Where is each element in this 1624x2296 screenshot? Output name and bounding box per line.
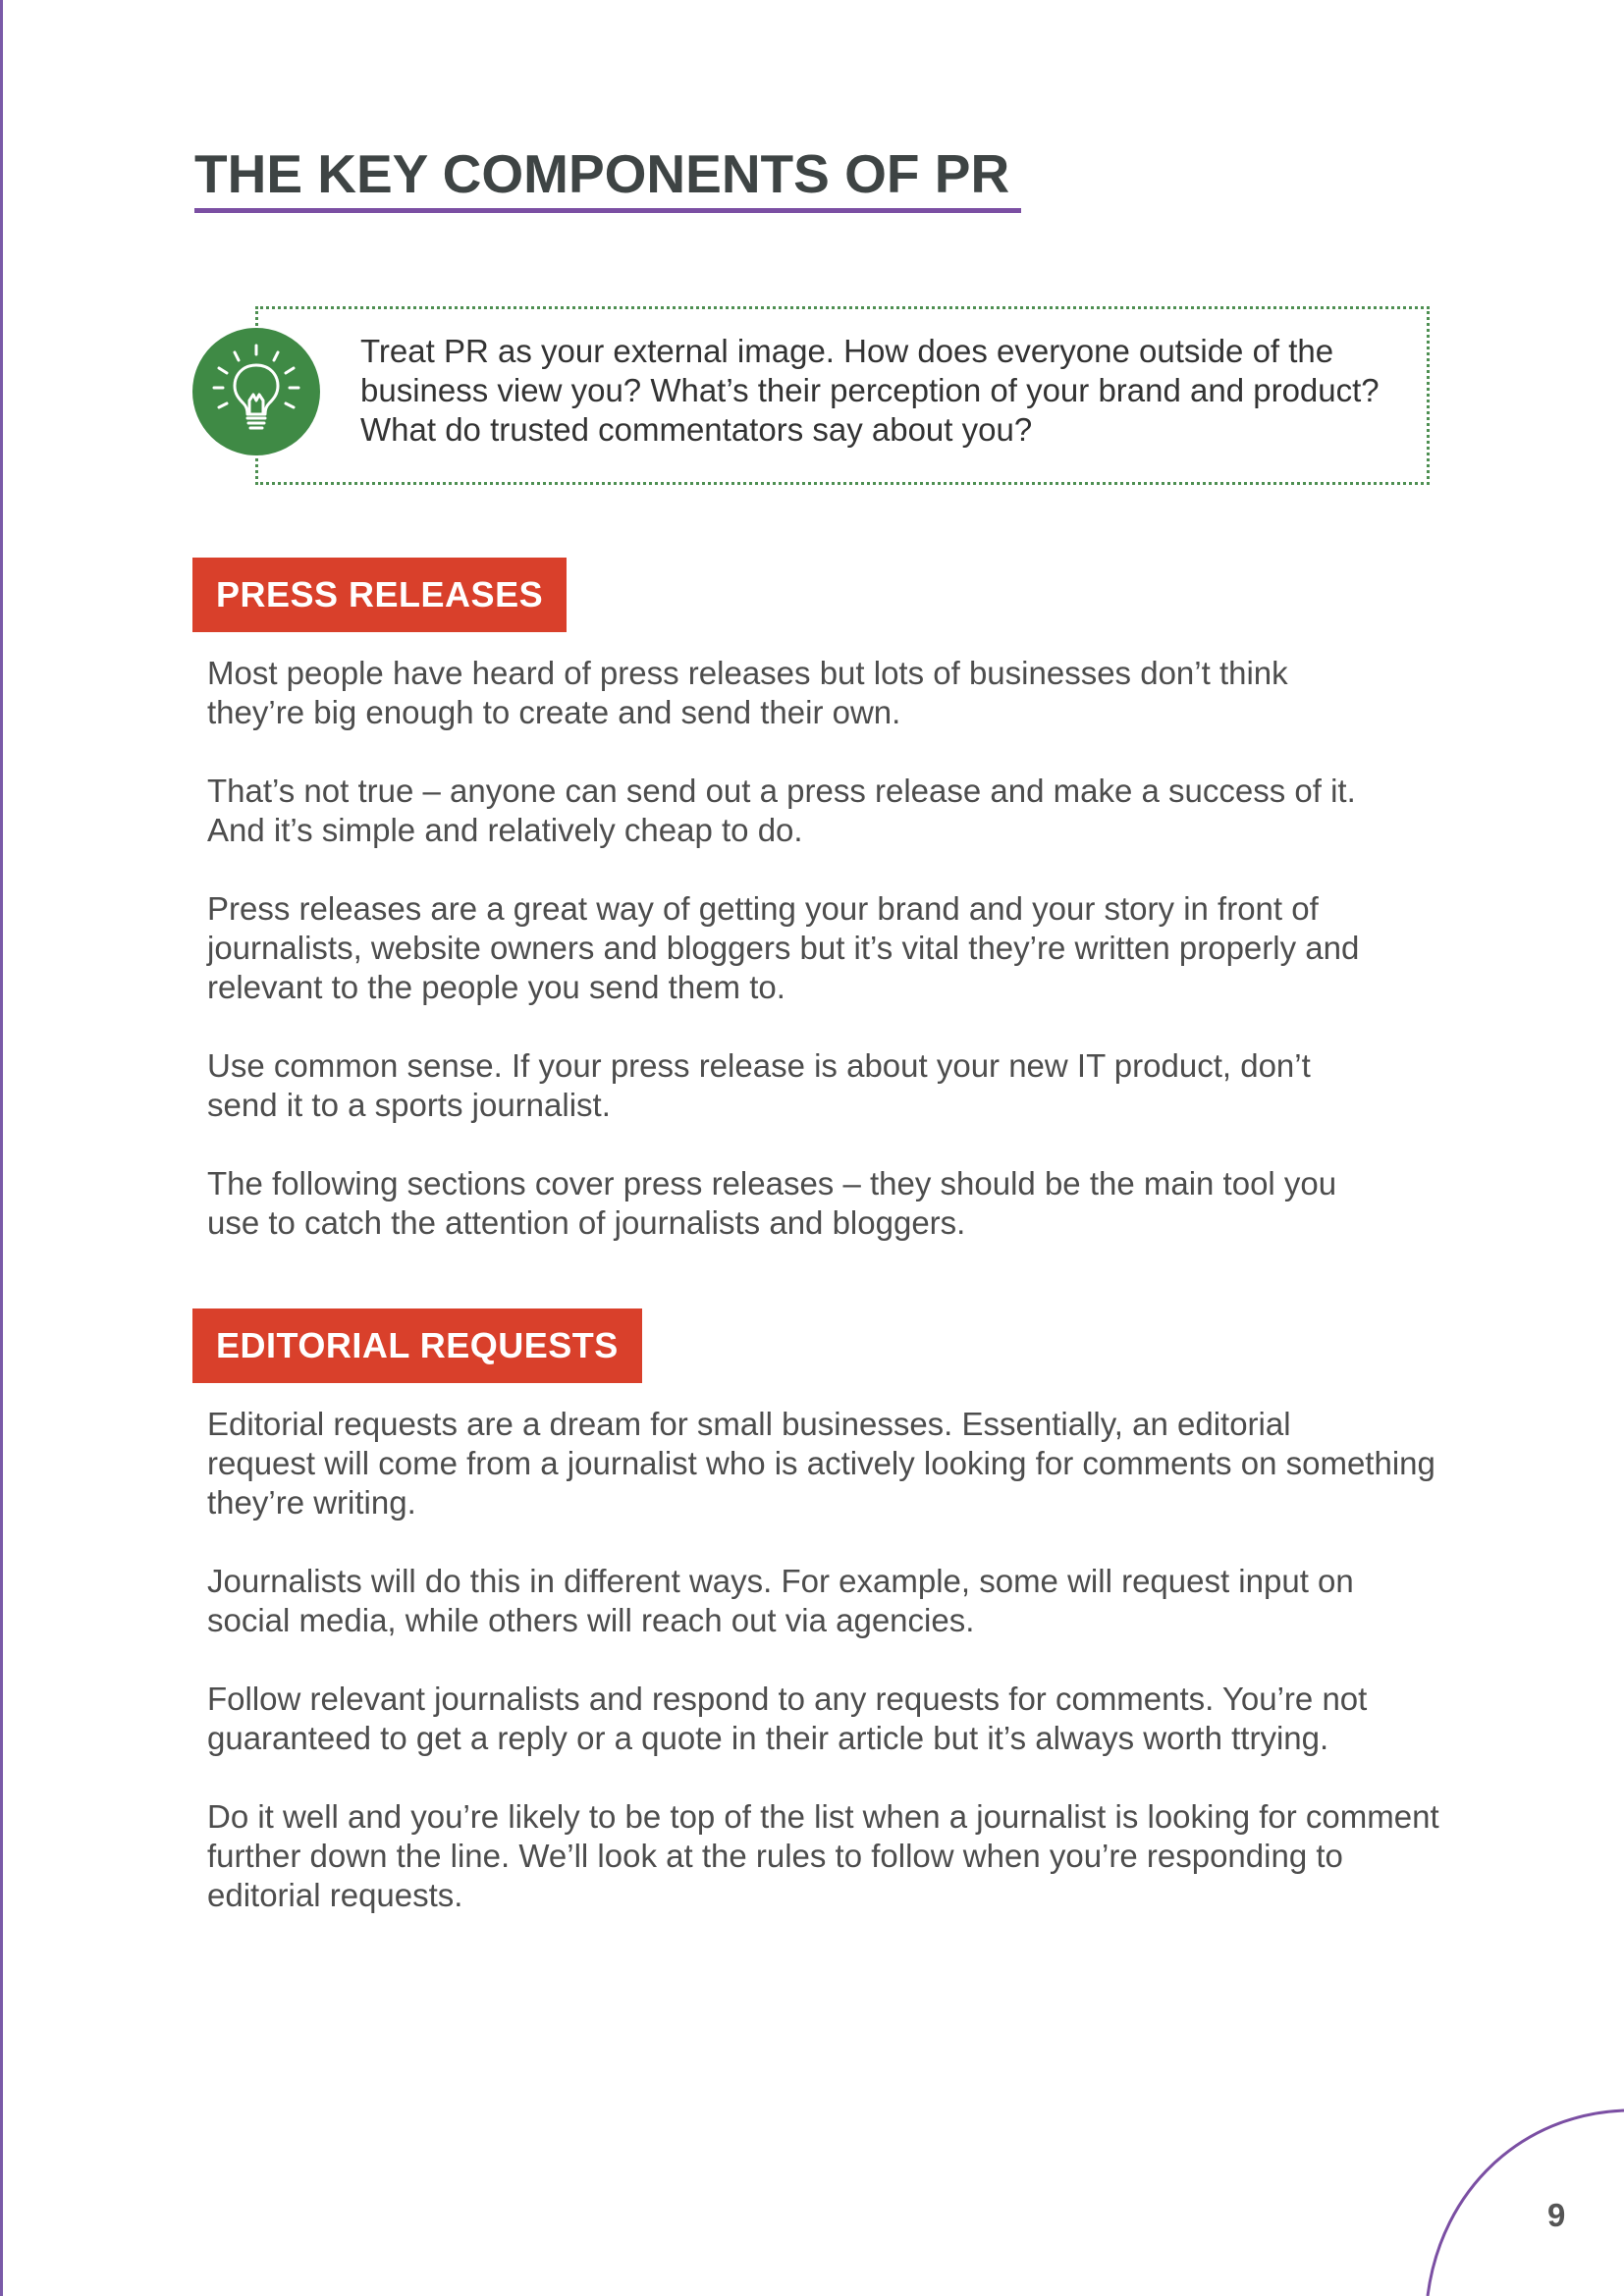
text-line: Journalists will do this in different ways. For example, some will request input on [207,1563,1354,1599]
tip-line: business view you? What’s their perception of your brand and product? [360,372,1380,408]
tip-line: What do trusted commentators say about you? [360,411,1033,448]
page-number: 9 [1547,2197,1566,2233]
press-releases-paragraph-5 [207,1164,1336,1243]
text-line: they’re writing. [207,1484,416,1521]
corner-arc-decoration [1414,2101,1624,2296]
text-line: The following sections cover press releases – they should be the main tool you [207,1165,1337,1201]
tip-line: Treat PR as your external image. How does everyone outside of the [360,333,1334,369]
text-line: Follow relevant journalists and respond to any requests for comments. You’re not [207,1681,1368,1717]
text-line: editorial requests. [207,1877,463,1913]
text-line: Use common sense. If your press release is about your new IT product, don’t [207,1047,1311,1084]
text-line: Do it well and you’re likely to be top of the list when a journalist is looking for comment [207,1798,1439,1835]
press-releases-heading: PRESS RELEASES [192,558,567,632]
editorial-requests-heading: EDITORIAL REQUESTS [192,1308,642,1383]
editorial-requests-paragraph-2 [207,1562,1354,1640]
text-line: further down the line. We’ll look at the rules to follow when you’re responding to [207,1838,1343,1874]
text-line: social media, while others will reach out via agencies. [207,1602,975,1638]
text-line: Press releases are a great way of getting your brand and your story in front of [207,890,1319,927]
text-line: Editorial requests are a dream for small businesses. Essentially, an editorial [207,1406,1291,1442]
text-line: guaranteed to get a reply or a quote in their article but it’s always worth ttrying. [207,1720,1329,1756]
text-line: That’s not true – anyone can send out a press release and make a success of it. [207,773,1356,809]
page-edge-line [0,0,3,2296]
text-line: journalists, website owners and bloggers but it’s vital they’re written properly and [207,930,1360,966]
tip-text [360,332,1431,450]
page-title: THE KEY COMPONENTS OF PR [194,143,1010,204]
press-releases-paragraph-3 [207,889,1359,1007]
press-releases-paragraph-2 [207,772,1356,850]
press-releases-paragraph-4 [207,1046,1311,1125]
text-line: they’re big enough to create and send their own. [207,694,901,730]
text-line: And it’s simple and relatively cheap to do. [207,812,803,848]
text-line: send it to a sports journalist. [207,1087,611,1123]
editorial-requests-paragraph-3 [207,1680,1367,1758]
text-line: request will come from a journalist who is actively looking for comments on something [207,1445,1435,1481]
press-releases-paragraph-1 [207,654,1288,732]
text-line: use to catch the attention of journalists and bloggers. [207,1204,966,1241]
lightbulb-icon [192,328,320,455]
editorial-requests-paragraph-1 [207,1405,1435,1522]
title-underline [194,208,1021,213]
text-line: relevant to the people you send them to. [207,969,785,1005]
text-line: Most people have heard of press releases but lots of businesses don’t think [207,655,1288,691]
editorial-requests-paragraph-4 [207,1797,1439,1915]
